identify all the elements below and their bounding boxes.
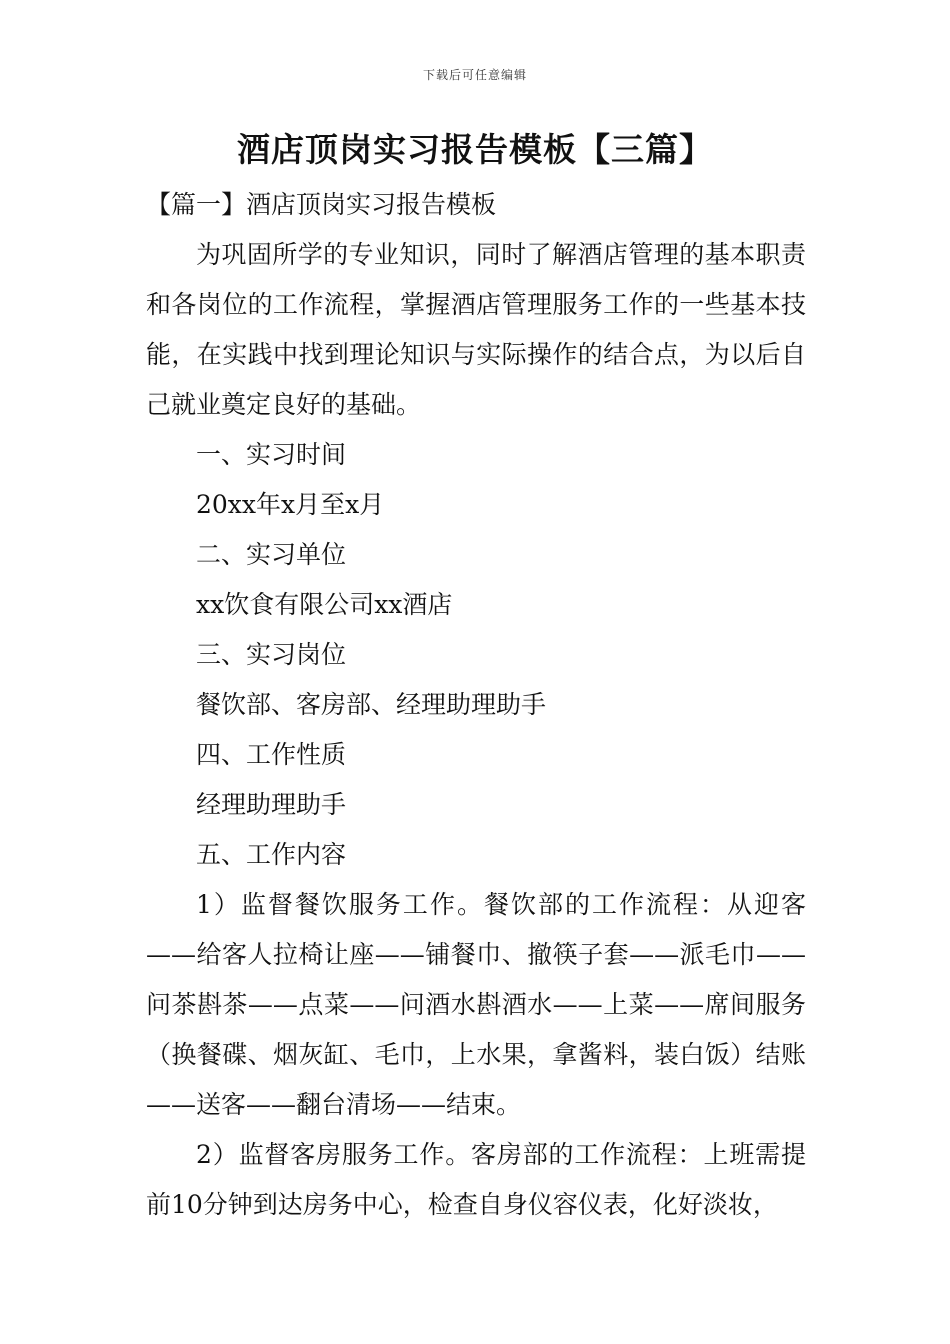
work-content-paragraph-2: 2）监督客房服务工作。客房部的工作流程：上班需提前10分钟到达房务中心，检查自身仪容仪表，化好淡妆， [146, 1140, 806, 1219]
item-internship-unit-heading: 二、实习单位 [196, 540, 347, 569]
item-work-nature-value: 经理助理助手 [196, 790, 347, 819]
document-body [146, 180, 806, 1230]
document-title: 酒店顶岗实习报告模板【三篇】 [237, 130, 713, 169]
item-internship-post-value: 餐饮部、客房部、经理助理助手 [196, 690, 547, 719]
work-content-paragraph-1: 1）监督餐饮服务工作。餐饮部的工作流程：从迎客——给客人拉椅让座——铺餐巾、撤筷子套——派毛巾——问茶斟茶——点菜——问酒水斟酒水——上菜——席间服务（换餐碟、烟灰缸、毛巾，上水果，拿酱料，装白饭）结账——送客——翻台清场——结束。 [146, 890, 806, 1119]
item-internship-post-heading: 三、实习岗位 [196, 640, 347, 669]
item-internship-unit-value: xx饮食有限公司xx酒店 [196, 590, 453, 619]
header-note: 下载后可任意编辑 [422, 68, 527, 82]
section-heading: 【篇一】酒店顶岗实习报告模板 [146, 190, 497, 219]
item-internship-time-value: 20xx年x月至x月 [196, 490, 385, 519]
item-work-content-heading: 五、工作内容 [196, 840, 347, 869]
item-work-nature-heading: 四、工作性质 [196, 740, 347, 769]
item-internship-time-heading: 一、实习时间 [196, 440, 347, 469]
intro-paragraph: 为巩固所学的专业知识，同时了解酒店管理的基本职责和各岗位的工作流程，掌握酒店管理服务工作的一些基本技能，在实践中找到理论知识与实际操作的结合点，为以后自己就业奠定良好的基础。 [146, 240, 806, 419]
